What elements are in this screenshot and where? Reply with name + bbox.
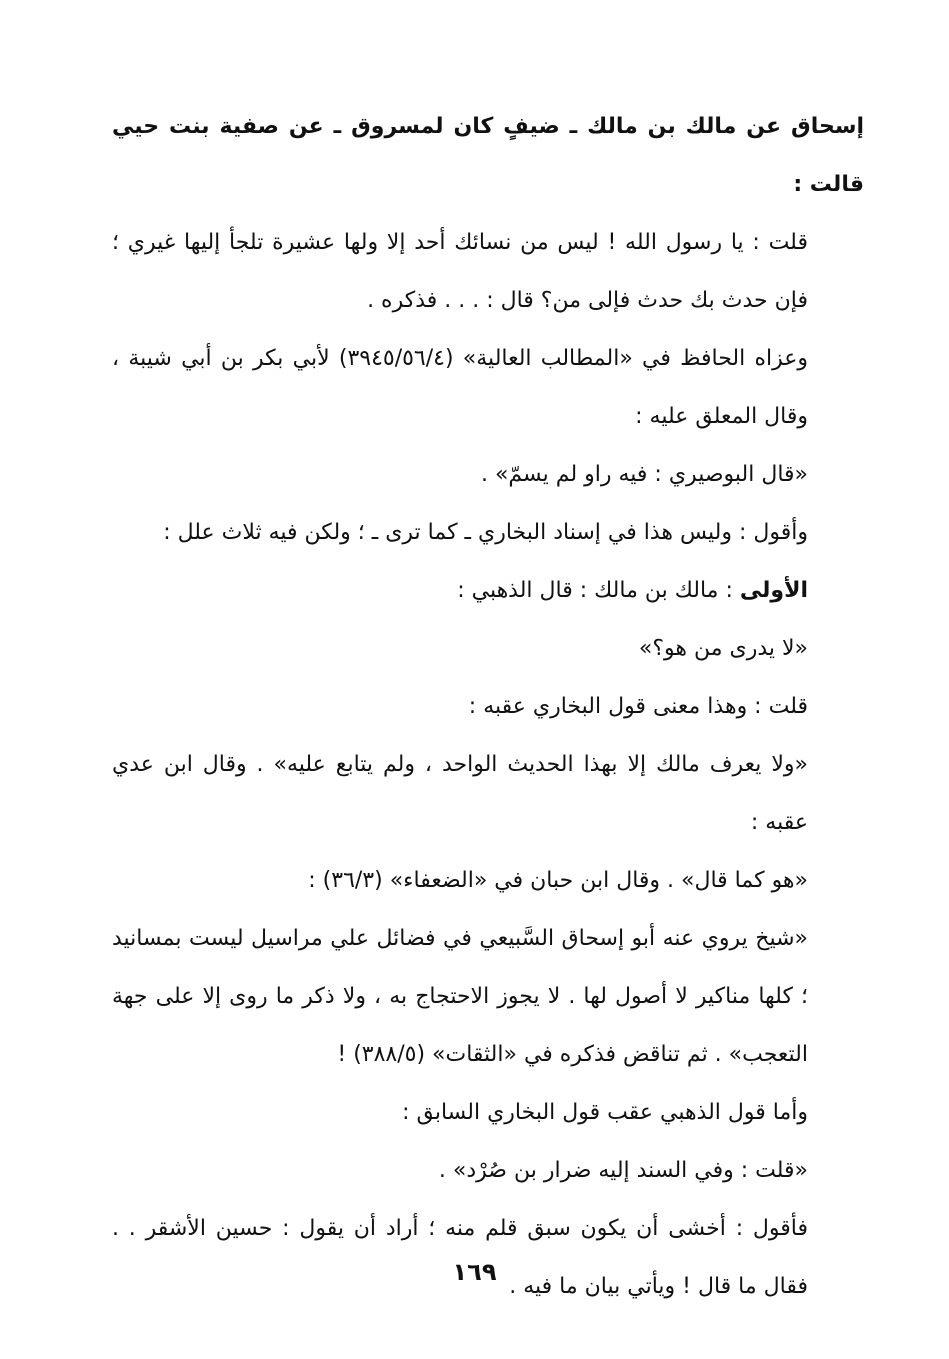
paragraph-8 bbox=[112, 678, 864, 736]
paragraph-11-text: «شيخ يروي عنه أبو إسحاق السَّبيعي في فضائل علي مراسيل ليست بمسانيد ؛ كلها مناكير لا أصول لها . لا يجوز الاحتجاج به ، ولا ذكر ما روى إلا على جهة التعجب» . ثم تناقض فذكره في «الثقات» (٣٨٨/٥) ! bbox=[112, 926, 808, 1067]
paragraph-4-text: «قال البوصيري : فيه راو لم يسمّ» . bbox=[480, 462, 808, 487]
paragraph-4 bbox=[112, 446, 864, 504]
paragraph-1-text: إسحاق عن مالك بن مالك ـ ضيفٍ كان لمسروق ـ عن صفية بنت حيي قالت : bbox=[112, 114, 864, 197]
paragraph-6-lead: الأولى bbox=[739, 578, 808, 603]
paragraph-12-text: وأما قول الذهبي عقب قول البخاري السابق : bbox=[402, 1100, 808, 1125]
paragraph-3 bbox=[112, 330, 864, 446]
paragraph-5-text: وأقول : وليس هذا في إسناد البخاري ـ كما ترى ـ ؛ ولكن فيه ثلاث علل : bbox=[163, 520, 808, 545]
paragraph-10 bbox=[112, 852, 864, 910]
paragraph-2 bbox=[112, 214, 864, 330]
paragraph-13 bbox=[112, 1142, 864, 1200]
paragraph-6-text: : مالك بن مالك : قال الذهبي : bbox=[457, 578, 740, 603]
paragraph-13-text: «قلت : وفي السند إليه ضرار بن صُرْد» . bbox=[438, 1158, 808, 1183]
paragraph-1 bbox=[112, 98, 864, 214]
paragraph-10-text: «هو كما قال» . وقال ابن حبان في «الضعفاء» (٣٦/٣) : bbox=[308, 868, 808, 893]
paragraph-9 bbox=[112, 736, 864, 852]
paragraph-3-text: وعزاه الحافظ في «المطالب العالية» (٣٩٤٥/٥٦/٤) لأبي بكر بن أبي شيبة ، وقال المعلق عليه : bbox=[112, 346, 808, 429]
paragraph-8-text: قلت : وهذا معنى قول البخاري عقبه : bbox=[468, 694, 808, 719]
paragraph-12 bbox=[112, 1084, 864, 1142]
paragraph-5 bbox=[112, 504, 864, 562]
paragraph-6 bbox=[112, 562, 864, 620]
paragraph-9-text: «ولا يعرف مالك إلا بهذا الحديث الواحد ، ولم يتابع عليه» . وقال ابن عدي عقبه : bbox=[112, 752, 808, 835]
paragraph-7-text: «لا يدرى من هو؟» bbox=[638, 636, 808, 661]
body-text bbox=[112, 98, 864, 1316]
paragraph-14-text: فأقول : أخشى أن يكون سبق قلم منه ؛ أراد أن يقول : حسين الأشقر . . فقال ما قال ! ويأتي بيان ما فيه . bbox=[112, 1216, 808, 1299]
page-number: ١٦٩ bbox=[452, 1258, 497, 1286]
paragraph-2-text: قلت : يا رسول الله ! ليس من نسائك أحد إلا ولها عشيرة تلجأ إليها غيري ؛ فإن حدث بك حدث فإلى من؟ قال : . . . فذكره . bbox=[112, 230, 808, 313]
paragraph-7 bbox=[112, 620, 864, 678]
paragraph-11 bbox=[112, 910, 864, 1084]
